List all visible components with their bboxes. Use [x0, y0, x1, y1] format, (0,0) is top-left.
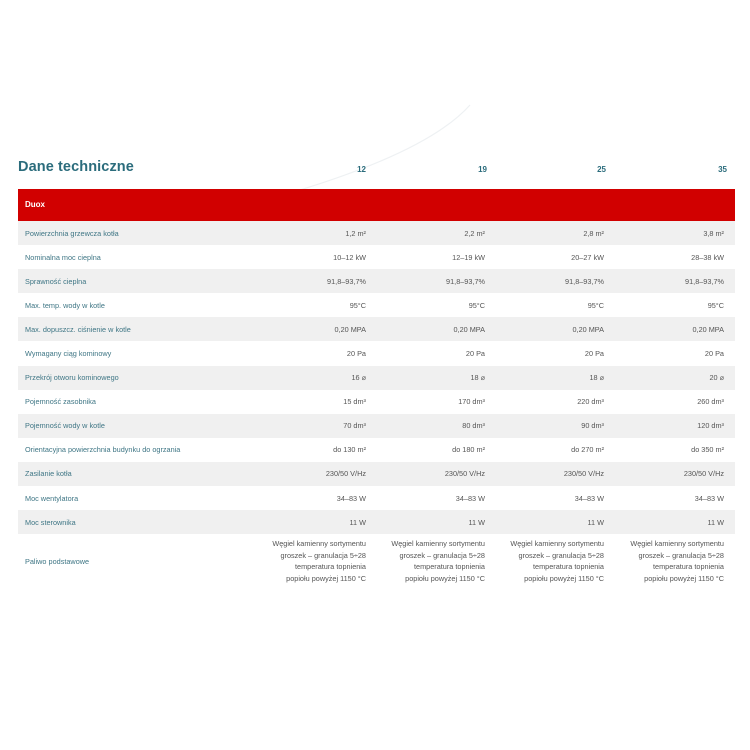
cell-model-19: 2,2 m²: [377, 221, 496, 245]
cell-model-12: 70 dm³: [256, 414, 377, 438]
model-19-header: 19: [478, 165, 487, 174]
cell-model-35: 11 W: [615, 510, 735, 534]
cell-model-35: 95°C: [615, 293, 735, 317]
cell-model-25: 220 dm³: [496, 390, 615, 414]
cell-model-19: 170 dm³: [377, 390, 496, 414]
fuel-line: groszek – granulacja 5÷28: [518, 550, 604, 560]
table-row: [18, 486, 735, 510]
table-row: [18, 341, 735, 365]
cell-model-12: 15 dm³: [256, 390, 377, 414]
row-label: Sprawność cieplna: [18, 269, 256, 293]
cell-model-19: 12–19 kW: [377, 245, 496, 269]
cell-model-19: 20 Pa: [377, 341, 496, 365]
cell-model-19: 18 ⌀: [377, 366, 496, 390]
row-label: Moc sterownika: [18, 510, 256, 534]
cell-model-25: 20 Pa: [496, 341, 615, 365]
cell-model-12: [256, 534, 377, 588]
model-25-header: 25: [597, 165, 606, 174]
row-label: Max. temp. wody w kotle: [18, 293, 256, 317]
table-row: [18, 390, 735, 414]
cell-model-25: 90 dm³: [496, 414, 615, 438]
fuel-line: popiołu powyżej 1150 °C: [524, 573, 604, 583]
section-title: Duox: [25, 200, 45, 209]
cell-model-19: 95°C: [377, 293, 496, 317]
row-label: Pojemność wody w kotle: [18, 414, 256, 438]
cell-model-25: 34–83 W: [496, 486, 615, 510]
cell-model-19: do 180 m²: [377, 438, 496, 462]
cell-model-35: 91,8–93,7%: [615, 269, 735, 293]
cell-model-35: 3,8 m²: [615, 221, 735, 245]
cell-model-35: 230/50 V/Hz: [615, 462, 735, 486]
cell-model-35: [615, 534, 735, 588]
cell-model-25: [496, 534, 615, 588]
row-label: Zasilanie kotła: [18, 462, 256, 486]
cell-model-19: 0,20 MPA: [377, 317, 496, 341]
cell-model-25: do 270 m²: [496, 438, 615, 462]
fuel-line: popiołu powyżej 1150 °C: [644, 573, 724, 583]
cell-model-19: 80 dm³: [377, 414, 496, 438]
fuel-line: groszek – granulacja 5÷28: [399, 550, 485, 560]
cell-model-35: do 350 m²: [615, 438, 735, 462]
cell-model-12: 0,20 MPA: [256, 317, 377, 341]
page-title: Dane techniczne: [18, 159, 134, 175]
cell-model-12: 11 W: [256, 510, 377, 534]
fuel-line: popiołu powyżej 1150 °C: [405, 573, 485, 583]
cell-model-25: 11 W: [496, 510, 615, 534]
fuel-line: popiołu powyżej 1150 °C: [286, 573, 366, 583]
cell-model-12: 20 Pa: [256, 341, 377, 365]
table-row: [18, 366, 735, 390]
cell-model-12: 95°C: [256, 293, 377, 317]
fuel-line: temperatura topnienia: [533, 562, 604, 572]
cell-model-35: 20 ⌀: [615, 366, 735, 390]
row-label: Max. dopuszcz. ciśnienie w kotle: [18, 317, 256, 341]
cell-model-12: 1,2 m²: [256, 221, 377, 245]
row-label: Moc wentylatora: [18, 486, 256, 510]
table-row: [18, 245, 735, 269]
table-row: [18, 510, 735, 534]
cell-model-19: 34–83 W: [377, 486, 496, 510]
cell-model-35: 120 dm³: [615, 414, 735, 438]
cell-model-19: 11 W: [377, 510, 496, 534]
fuel-line: temperatura topnienia: [653, 562, 724, 572]
cell-model-25: 20–27 kW: [496, 245, 615, 269]
fuel-line: temperatura topnienia: [414, 562, 485, 572]
cell-model-35: 0,20 MPA: [615, 317, 735, 341]
cell-model-25: 230/50 V/Hz: [496, 462, 615, 486]
specs-table: [18, 221, 735, 588]
model-35-header: 35: [718, 165, 727, 174]
table-row-fuel: [18, 534, 735, 588]
row-label: Paliwo podstawowe: [18, 534, 256, 588]
cell-model-35: 28–38 kW: [615, 245, 735, 269]
cell-model-12: 16 ⌀: [256, 366, 377, 390]
cell-model-12: 230/50 V/Hz: [256, 462, 377, 486]
cell-model-35: 260 dm³: [615, 390, 735, 414]
section-band: [18, 189, 735, 221]
cell-model-12: 34–83 W: [256, 486, 377, 510]
row-label: Orientacyjna powierzchnia budynku do ogrzania: [18, 438, 256, 462]
row-label: Przekrój otworu kominowego: [18, 366, 256, 390]
table-row: [18, 293, 735, 317]
table-row: [18, 269, 735, 293]
cell-model-25: 95°C: [496, 293, 615, 317]
table-row: [18, 462, 735, 486]
table-row: [18, 438, 735, 462]
fuel-line: Węgiel kamienny sortymentu: [391, 539, 485, 549]
row-label: Wymagany ciąg kominowy: [18, 341, 256, 365]
cell-model-19: 230/50 V/Hz: [377, 462, 496, 486]
fuel-line: groszek – granulacja 5÷28: [280, 550, 366, 560]
fuel-line: Węgiel kamienny sortymentu: [272, 539, 366, 549]
cell-model-25: 18 ⌀: [496, 366, 615, 390]
row-label: Powierzchnia grzewcza kotła: [18, 221, 256, 245]
table-header: [18, 157, 735, 181]
table-row: [18, 414, 735, 438]
table-row: [18, 317, 735, 341]
model-12-header: 12: [357, 165, 366, 174]
cell-model-12: do 130 m²: [256, 438, 377, 462]
cell-model-35: 34–83 W: [615, 486, 735, 510]
cell-model-19: [377, 534, 496, 588]
fuel-line: temperatura topnienia: [295, 562, 366, 572]
fuel-line: Węgiel kamienny sortymentu: [630, 539, 724, 549]
cell-model-35: 20 Pa: [615, 341, 735, 365]
fuel-line: Węgiel kamienny sortymentu: [510, 539, 604, 549]
row-label: Pojemność zasobnika: [18, 390, 256, 414]
cell-model-25: 0,20 MPA: [496, 317, 615, 341]
cell-model-12: 91,8–93,7%: [256, 269, 377, 293]
fuel-line: groszek – granulacja 5÷28: [638, 550, 724, 560]
table-row: [18, 221, 735, 245]
cell-model-19: 91,8–93,7%: [377, 269, 496, 293]
cell-model-25: 91,8–93,7%: [496, 269, 615, 293]
cell-model-25: 2,8 m²: [496, 221, 615, 245]
row-label: Nominalna moc cieplna: [18, 245, 256, 269]
cell-model-12: 10–12 kW: [256, 245, 377, 269]
